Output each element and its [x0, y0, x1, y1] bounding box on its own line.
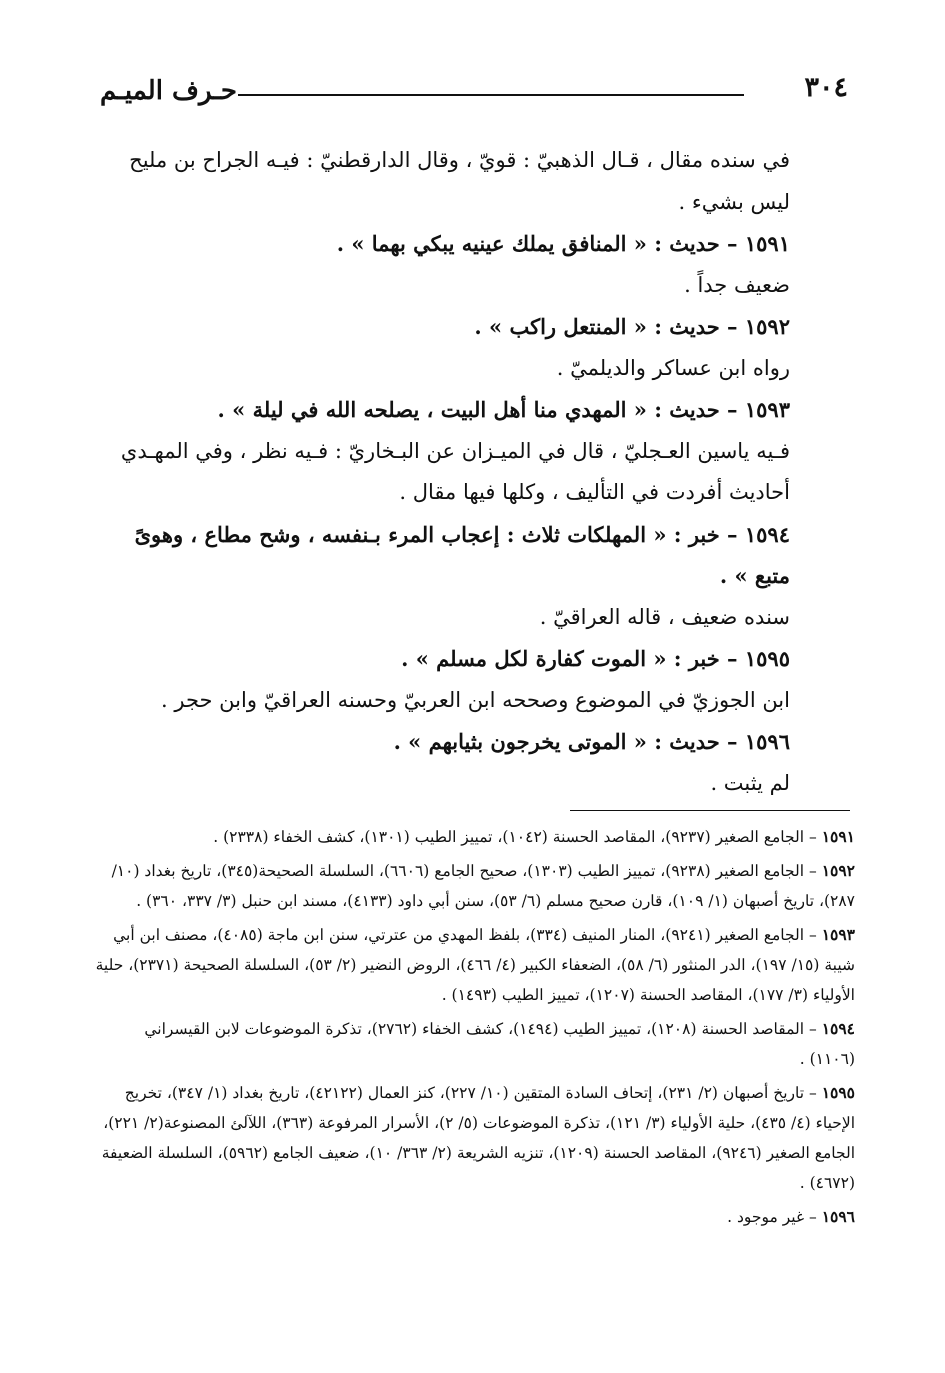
footnote	[95, 1078, 855, 1198]
footnote-number: ١٥٩٣	[821, 925, 855, 944]
footnote	[95, 1202, 855, 1232]
main-text	[100, 140, 790, 804]
footnote	[95, 822, 855, 852]
text-line: في سنده مقال ، قـال الذهبيّ : قويّ ، وقال الدارقطنيّ : فيـه الجراح بن مليح ليس بشيء .	[129, 148, 790, 214]
footnote-number: ١٥٩١	[821, 827, 855, 846]
footnote-rule	[570, 810, 850, 811]
text-line: رواه ابن عساكر والديلميّ .	[556, 355, 790, 380]
text-line: سنده ضعيف ، قاله العراقيّ .	[539, 604, 790, 629]
footnotes	[95, 822, 855, 1236]
text-line: ابن الجوزيّ في الموضوع وصححه ابن العربيّ وحسنه العراقيّ وابن حجر .	[161, 687, 790, 712]
footnote	[95, 1014, 855, 1074]
footnote-number: ١٥٩٦	[821, 1207, 855, 1226]
hadith-entry: ١٥٩٤ – خبر : « المهلكات ثلاث : إعجاب المرء بـنفسه ، وشح مطاع ، وهوىً متبع » .	[134, 521, 790, 588]
footnote-number: ١٥٩٢	[821, 861, 855, 880]
hadith-entry: ١٥٩٥ – خبر : « الموت كفارة لكل مسلم » .	[401, 646, 790, 671]
chapter-title: حـرف الميـم	[100, 76, 237, 106]
hadith-entry: ١٥٩٢ – حديث : « المنتعل راكب » .	[474, 314, 790, 339]
hadith-entry: ١٥٩١ – حديث : « المنافق يملك عينيه يبكي بهما » .	[336, 231, 790, 256]
footnote-text: – تاريخ أصبهان (٢/ ٢٣١)، إتحاف السادة المتقين (١٠/ ٢٢٧)، كنز العمال (٤٢١٢٢)، تاريخ بغداد (١/ ٣٤٧)، تخريج الإحياء (٤/ ٤٣٥)، حلية الأولياء (٣/ ١٢١)، تذكرة الموضوعات (٥/ ٢)، الأسرار المرفوعة (٣٦٣)، اللآلئ المصنوعة(٢/ ٢٢١)، الجامع الصغير (٩٢٤٦)، المقاصد الحسنة (١٢٠٩)، تنزيه الشريعة (٢/ ٣٦٣/ ١٠)، ضعيف الجامع (٥٩٦٢)، السلسلة الضعيفة (٤٦٧٢) .	[101, 1084, 855, 1192]
footnote-text: – الجامع الصغير (٩٢٤١)، المنار المنيف (٣٣٤)، بلفظ المهدي من عترتي، سنن ابن ماجة (٤٠٨٥)، مصنف ابن أبي شيبة (١٥/ ١٩٧)، الدر المنثور (٦/ ٥٨)، الضعفاء الكبير (٤/ ٤٦٦)، الروض النضير (٢/ ٥٣)، السلسلة الصحيحة (٢٣٧١)، حلية الأولياء (٣/ ١٧٧)، المقاصد الحسنة (١٢٠٧)، تمييز الطيب (١٤٩٣) .	[95, 926, 855, 1004]
hadith-entry: ١٥٩٣ – حديث : « المهدي منا أهل البيت ، يصلحه الله في ليلة » .	[217, 397, 790, 422]
footnote	[95, 856, 855, 916]
page-number: ٣٠٤	[804, 72, 848, 103]
footnote-text: – المقاصد الحسنة (١٢٠٨)، تمييز الطيب (١٤٩٤)، كشف الخفاء (٢٧٦٢)، تذكرة الموضوعات لابن القيسراني (١١٠٦) .	[144, 1020, 855, 1068]
header-rule	[238, 94, 744, 96]
text-line: ضعيف جداً .	[684, 272, 790, 297]
footnote-text: – الجامع الصغير (٩٢٣٧)، المقاصد الحسنة (١٠٤٢)، تمييز الطيب (١٣٠١)، كشف الخفاء (٢٣٣٨) .	[213, 828, 817, 846]
footnote-number: ١٥٩٥	[821, 1083, 855, 1102]
footnote-text: – غير موجود .	[727, 1208, 817, 1226]
text-line: لم يثبت .	[710, 770, 790, 795]
text-line: فـيه ياسين العـجليّ ، قال في الميـزان عن البـخاريّ : فـيه نظر ، وفي المهـدي أحاديث أفردت في التأليف ، وكلها فيها مقال .	[120, 438, 790, 504]
page-header	[100, 70, 848, 116]
footnote-text: – الجامع الصغير (٩٢٣٨)، تمييز الطيب (١٣٠٣)، صحيح الجامع (٦٦٠٦)، السلسلة الصحيحة(٣٤٥)، تاريخ بغداد (١٠/ ٢٨٧)، تاريخ أصبهان (١/ ١٠٩)، قارن صحيح مسلم (٦/ ٥٣)، سنن أبي داود (٤١٣٣)، مسند ابن حنبل (٣/ ٣٣٧، ٣٦٠) .	[111, 862, 855, 910]
hadith-entry: ١٥٩٦ – حديث : « الموتى يخرجون بثيابهم » .	[393, 729, 790, 754]
footnote-number: ١٥٩٤	[821, 1019, 855, 1038]
footnote	[95, 920, 855, 1010]
